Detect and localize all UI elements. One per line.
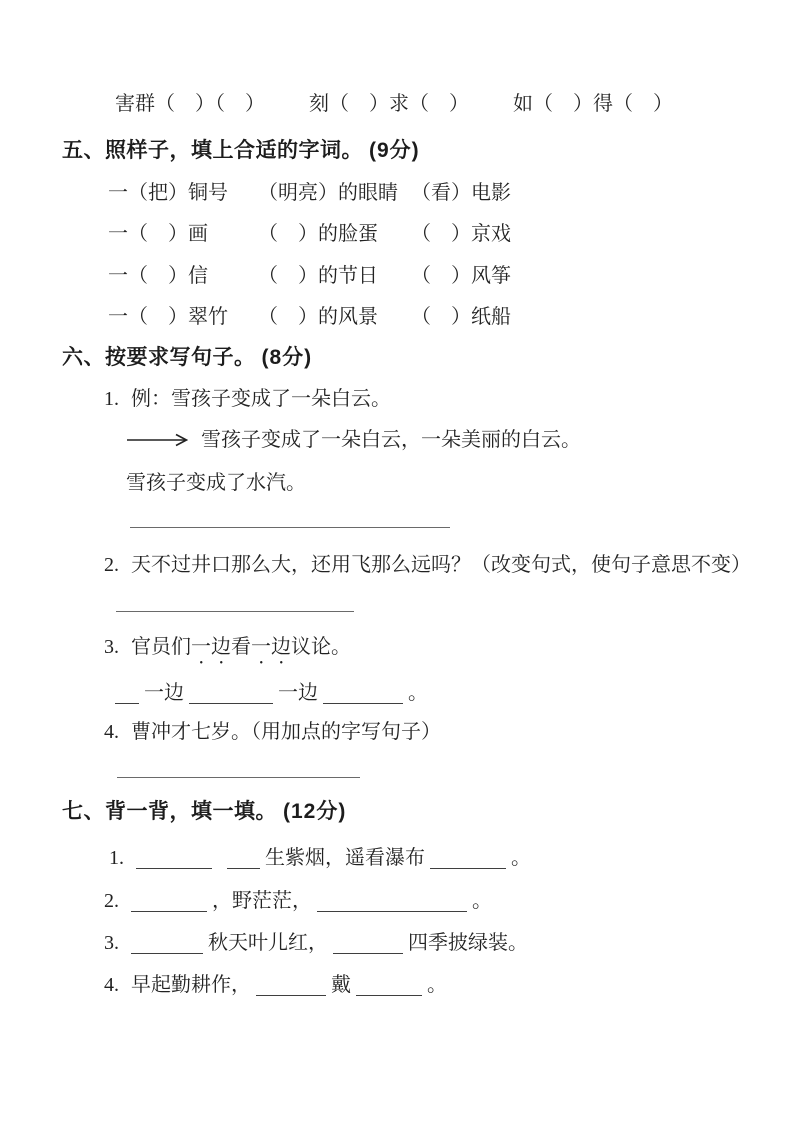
section-score: (9分) <box>369 139 420 162</box>
verse-period: 。 <box>472 890 492 912</box>
sentence-part: 看 <box>231 636 251 658</box>
idiom-fill-group: 如（ ）得（ ） <box>513 93 673 115</box>
word-fill-cell: （看）电影 <box>411 182 511 204</box>
word-fill-cell: 一（把）铜号 <box>108 182 228 204</box>
verse-text: 戴 <box>331 974 351 996</box>
fill-blank <box>189 702 273 704</box>
fill-blank <box>227 867 260 869</box>
q7-item3 <box>104 931 528 956</box>
q6-item1-transformed <box>126 428 581 454</box>
verse-text: 秋天叶儿红， <box>208 932 328 954</box>
fill-blank <box>131 910 207 912</box>
long-right-arrow-icon <box>126 429 188 454</box>
verse-text: 四季披绿装。 <box>408 932 528 954</box>
q6-item3-fill-line <box>115 681 428 706</box>
q7-item4 <box>104 973 447 998</box>
word-fill-cell: （ ）的节日 <box>258 265 378 287</box>
answer-line <box>116 611 354 612</box>
fill-period: 。 <box>408 682 428 704</box>
item-number: 2. <box>104 554 119 576</box>
word-fill-row <box>108 305 511 330</box>
emphasized-word: 一边 <box>191 636 231 658</box>
fill-blank <box>256 994 326 996</box>
q6-item4 <box>104 720 441 745</box>
section-five-heading <box>62 138 420 164</box>
word-fill-cell: （ ）的脸蛋 <box>258 223 378 245</box>
item-number: 4. <box>104 974 119 996</box>
q6-item3 <box>104 635 351 669</box>
section-six-heading <box>62 345 312 371</box>
fill-blank <box>317 910 467 912</box>
verse-period: 。 <box>511 847 531 869</box>
word-fill-row <box>108 222 511 247</box>
q6-item1-example <box>104 387 391 412</box>
section-title: 六、按要求写句子。 <box>62 346 256 369</box>
question-sentence: 曹冲才七岁。（用加点的字写句子） <box>131 721 441 743</box>
fill-blank <box>333 952 403 954</box>
transformed-sentence: 雪孩子变成了一朵白云，一朵美丽的白云。 <box>201 429 581 451</box>
idiom-fill-group: 害群（ ）（ ） <box>115 93 265 115</box>
question-sentence: 天不过井口那么大，还用飞那么远吗？（改变句式，使句子意思不变） <box>131 554 751 576</box>
section-title: 七、背一背，填一填。 <box>62 800 277 823</box>
word-fill-cell: （ ）的风景 <box>258 306 378 328</box>
section-score: (8分) <box>261 346 313 369</box>
word-fill-cell: 一（ ）画 <box>108 223 208 245</box>
item-number: 1. <box>109 847 124 869</box>
carryover-fill-line <box>115 92 673 117</box>
item-number: 3. <box>104 636 119 658</box>
item-number: 4. <box>104 721 119 743</box>
section-score: (12分) <box>283 800 347 823</box>
item-number: 2. <box>104 890 119 912</box>
q6-item1-prompt <box>126 471 306 496</box>
fill-blank <box>115 702 139 704</box>
verse-text: ，野茫茫， <box>212 890 312 912</box>
q6-item2 <box>104 553 751 578</box>
word-fill-cell: 一（ ）翠竹 <box>108 306 228 328</box>
fill-blank <box>131 952 203 954</box>
sentence-part: 官员们 <box>131 636 191 658</box>
section-title: 五、照样子，填上合适的字词。 <box>62 139 363 162</box>
verse-period: 。 <box>427 974 447 996</box>
fill-word: 一边 <box>278 682 318 704</box>
item-number: 3. <box>104 932 119 954</box>
example-sentence: 例：雪孩子变成了一朵白云。 <box>131 388 391 410</box>
fill-blank <box>430 867 506 869</box>
q7-item1 <box>109 846 531 871</box>
fill-blank <box>136 867 212 869</box>
word-fill-row <box>108 264 511 289</box>
fill-blank <box>356 994 422 996</box>
answer-line <box>130 527 450 528</box>
emphasized-word: 一边 <box>251 636 291 658</box>
verse-text: 生紫烟，遥看瀑布 <box>265 847 425 869</box>
fill-blank <box>323 702 403 704</box>
q7-item2 <box>104 889 492 914</box>
answer-line <box>117 777 360 778</box>
practice-sentence: 雪孩子变成了水汽。 <box>126 472 306 494</box>
word-fill-cell: 一（ ）信 <box>108 265 208 287</box>
idiom-fill-group: 刻（ ）求（ ） <box>309 93 469 115</box>
word-fill-cell: （ ）风筝 <box>411 265 511 287</box>
sentence-part: 议论。 <box>291 636 351 658</box>
word-fill-cell: （明亮）的眼睛 <box>258 182 398 204</box>
word-fill-cell: （ ）京戏 <box>411 223 511 245</box>
word-fill-row <box>108 181 511 206</box>
verse-text: 早起勤耕作， <box>131 974 251 996</box>
item-number: 1. <box>104 388 119 410</box>
fill-word: 一边 <box>144 682 184 704</box>
section-seven-heading <box>62 799 346 825</box>
word-fill-cell: （ ）纸船 <box>411 306 511 328</box>
